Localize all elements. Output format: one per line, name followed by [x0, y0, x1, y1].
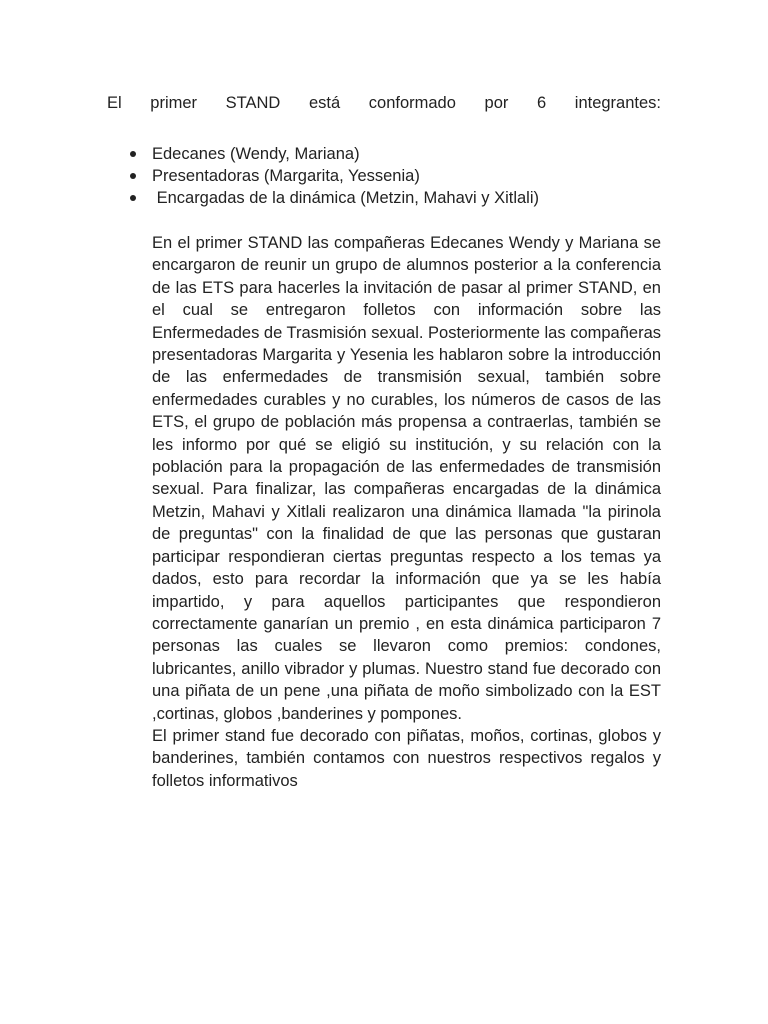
paragraph-decoration: El primer stand fue decorado con piñatas, moños, cortinas, globos y banderines, también contamos con nuestros respectivos regalos y folletos informativos: [152, 726, 661, 790]
list-item-text: Encargadas de la dinámica (Metzin, Mahavi y Xitlali): [152, 189, 540, 207]
list-item: [128, 143, 668, 165]
list-item-text: Edecanes (Wendy, Mariana): [152, 145, 360, 163]
bullet-icon: [130, 151, 136, 157]
body-text: [152, 232, 661, 792]
list-item: [128, 187, 668, 209]
intro-sentence: El primer STAND está conformado por 6 integrantes:: [107, 94, 661, 112]
paragraph-description: En el primer STAND las compañeras Edecanes Wendy y Mariana se encargaron de reunir un grupo de alumnos posterior a la conferencia de las ETS para hacerles la invitación de pasar al primer STAND, en el cual se entregaron folletos con información sobre las Enfermedades de Trasmisión sexual. Posteriormente las compañeras presentadoras Margarita y Yesenia les hablaron sobre la introducción de las enfermedades de transmisión sexual, también sobre enfermedades curables y no curables, los números de casos de las ETS, el grupo de población más propensa a contraerlas, también se les informo por qué se eligió su institución, y su relación con la población para la propagación de las enfermedades de transmisión sexual. Para finalizar, las compañeras encargadas de la dinámica Metzin, Mahavi y Xitlali realizaron una dinámica llamada "la pirinola de preguntas" con la finalidad de que las personas que gustaran participar respondieran ciertas preguntas respecto a los temas ya dados, esto para recordar la información que ya se les había impartido, y para aquellos participantes que respondieron correctamente ganarían un premio , en esta dinámica participaron 7 personas las cuales se llevaron como premios: condones, lubricantes, anillo vibrador y plumas. Nuestro stand fue decorado con una piñata de un pene ,una piñata de moño simbolizado con la EST ,cortinas, globos ,banderines y pompones.: [152, 234, 661, 723]
members-list: [128, 143, 668, 209]
list-item-text: Presentadoras (Margarita, Yessenia): [152, 167, 420, 185]
bullet-icon: [130, 173, 136, 179]
list-item: [128, 165, 668, 187]
bullet-icon: [130, 195, 136, 201]
